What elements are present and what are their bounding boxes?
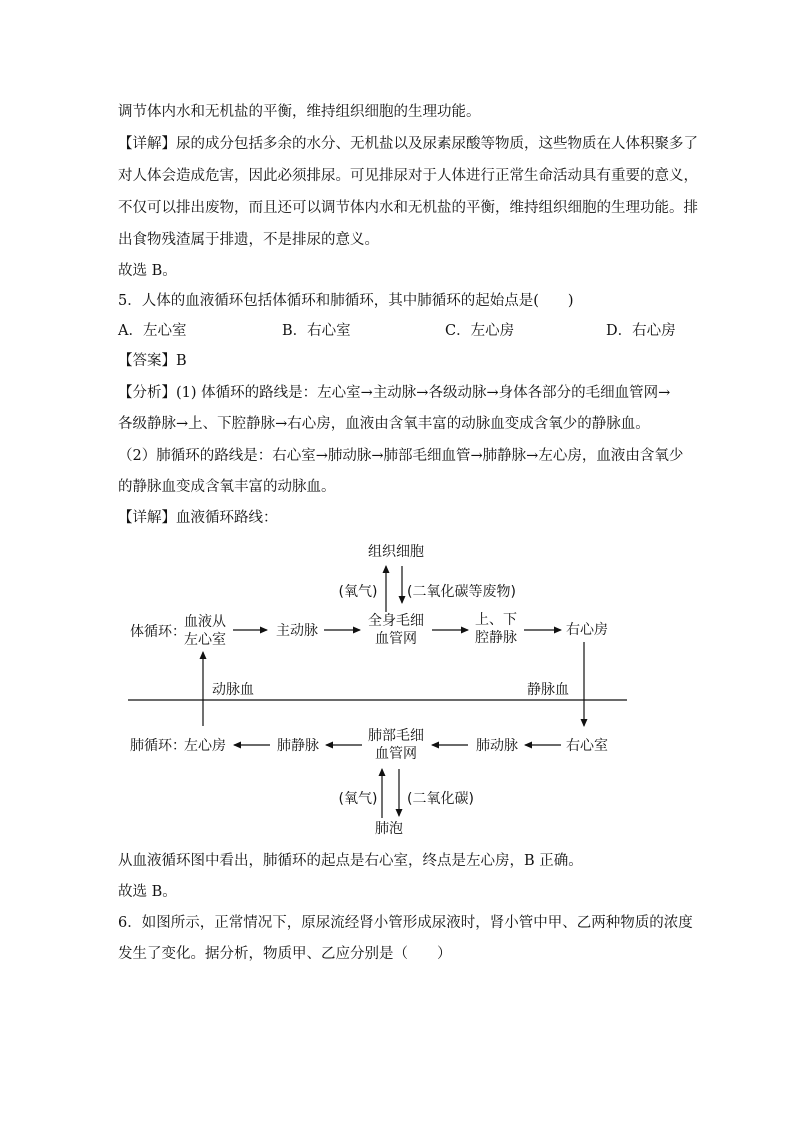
co2-waste-label: (二氧化碳等废物) xyxy=(407,584,516,600)
pulmonary-vein-label: 肺静脉 xyxy=(277,738,319,754)
arterial-blood-label: 动脉血 xyxy=(212,682,254,698)
detail-line: 【详解】尿的成分包括多余的水分、无机盐以及尿素尿酸等物质，这些物质在人体积聚多了 xyxy=(118,136,698,152)
systemic-circulation-label: 体循环： xyxy=(130,624,186,640)
analysis-line: 【分析】(1) 体循环的路线是：左心室→主动脉→各级动脉→身体各部分的毛细血管网→ xyxy=(118,385,671,401)
analysis-line: （2）肺循环的路线是：右心室→肺动脉→肺部毛细血管→肺静脉→左心房，血液由含氧少 xyxy=(118,448,684,464)
co2-label: (二氧化碳) xyxy=(407,791,474,807)
left-atrium-label: 左心房 xyxy=(184,738,226,754)
pulmonary-circulation-label: 肺循环： xyxy=(130,738,186,754)
lung-capillary-label-2: 血管网 xyxy=(375,746,417,762)
detail-title: 【详解】血液循环路线： xyxy=(118,510,278,526)
detail-line: 不仅可以排出废物，而且还可以调节体内水和无机盐的平衡，维持组织细胞的生理功能。排 xyxy=(118,200,698,216)
alveoli-label: 肺泡 xyxy=(375,821,403,837)
oxygen-label-2: (氧气) xyxy=(338,791,378,807)
body-capillary-label-2: 血管网 xyxy=(375,631,417,647)
detail-line: 出食物残渣属于排遗，不是排尿的意义。 xyxy=(118,232,379,248)
body-capillary-label: 全身毛细 xyxy=(368,613,424,629)
left-ventricle-label: 左心室 xyxy=(184,632,226,648)
oxygen-label: (氧气) xyxy=(338,584,378,600)
blood-from-label: 血液从 xyxy=(184,614,226,630)
vena-cava-label-2: 腔静脉 xyxy=(475,630,517,646)
pulmonary-artery-label: 肺动脉 xyxy=(476,738,518,754)
analysis-line: 的静脉血变成含氧丰富的动脉血。 xyxy=(118,479,336,495)
choice-line: 故选 B。 xyxy=(118,884,177,900)
question-stem: 5．人体的血液循环包括体循环和肺循环，其中肺循环的起始点是( ) xyxy=(118,293,574,309)
question-stem: 6．如图所示，正常情况下，原尿流经肾小管形成尿液时，肾小管中甲、乙两种物质的浓度 xyxy=(118,915,693,931)
conclusion-line: 从血液循环图中看出，肺循环的起点是右心室，终点是左心房，B 正确。 xyxy=(118,853,583,869)
blood-circulation-diagram xyxy=(0,530,794,845)
choice-line: 故选 B。 xyxy=(118,263,177,279)
analysis-line: 各级静脉→上、下腔静脉→右心房，血液由含氧丰富的动脉血变成含氧少的静脉血。 xyxy=(118,416,650,432)
option-d: D．右心房 xyxy=(606,323,676,339)
text-line: 调节体内水和无机盐的平衡，维持组织细胞的生理功能。 xyxy=(118,104,481,120)
vena-cava-label: 上、下 xyxy=(475,612,517,628)
question-stem-2: 发生了变化。据分析，物质甲、乙应分别是（ ） xyxy=(118,946,452,962)
detail-line: 对人体会造成危害，因此必须排尿。可见排尿对于人体进行正常生命活动具有重要的意义， xyxy=(118,168,698,184)
venous-blood-label: 静脉血 xyxy=(527,682,569,698)
right-atrium-label: 右心房 xyxy=(566,622,608,638)
right-ventricle-label: 右心室 xyxy=(566,738,608,754)
option-a: A．左心室 xyxy=(118,323,187,339)
aorta-label: 主动脉 xyxy=(276,623,318,639)
option-c: C．左心房 xyxy=(445,323,515,339)
option-b: B．右心室 xyxy=(282,323,351,339)
tissue-cells-label: 组织细胞 xyxy=(368,544,424,560)
answer-line: 【答案】B xyxy=(118,353,187,369)
lung-capillary-label: 肺部毛细 xyxy=(368,728,424,744)
